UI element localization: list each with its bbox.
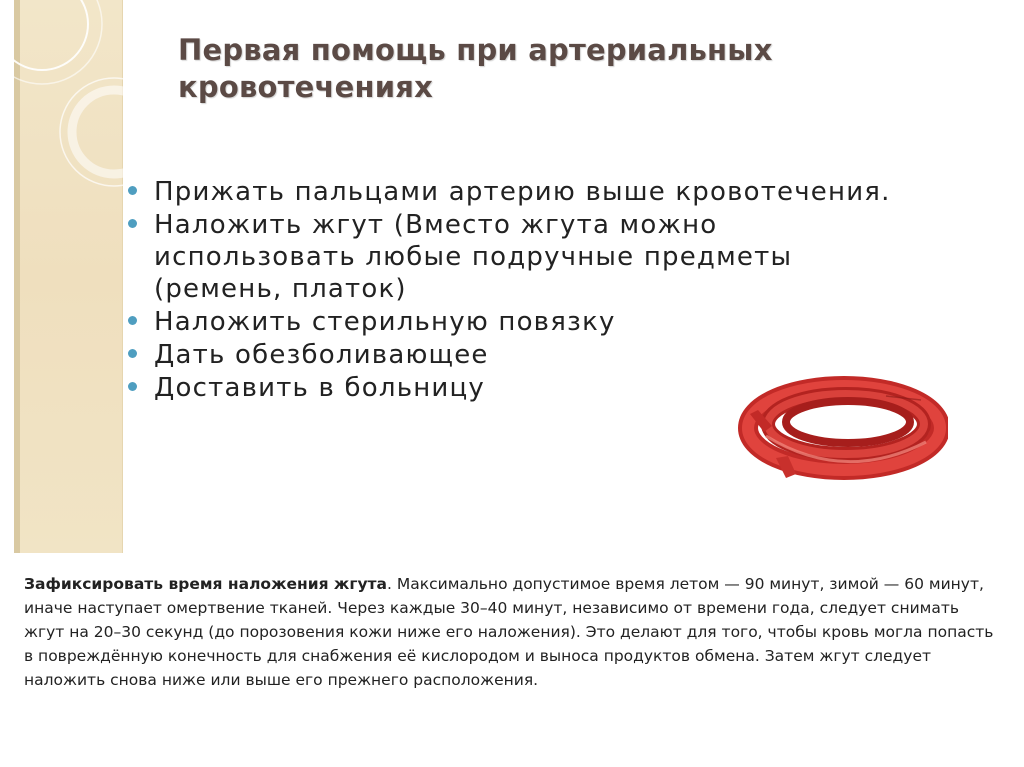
slide-title: Первая помощь при артериальных кровотечениях	[178, 33, 773, 104]
decorative-circles-icon	[14, 0, 174, 190]
bullet-text: Доставить в больницу	[154, 373, 485, 403]
slide	[14, 0, 1020, 553]
tourniquet-icon	[736, 366, 948, 496]
bullet-dot-icon	[128, 349, 137, 358]
caption-body: . Максимально допустимое время летом — 90 минут, зимой — 60 минут, иначе наступает омертвение тканей. Через каждые 30–40 минут, независимо от времени года, следует снимать жгут на 20–30 секунд (до порозовения кожи ниже его наложения). Это делают для того, чтобы кровь могла попасть в повреждённую конечность для снабжения её кислородом и выноса продуктов обмена. Затем жгут следует наложить снова ниже или выше его прежнего расположения.	[24, 575, 994, 689]
bullet-dot-icon	[128, 186, 137, 195]
bullet-text: Наложить стерильную повязку	[154, 307, 616, 337]
list-item	[126, 306, 896, 338]
bullet-text: Дать обезболивающее	[154, 340, 489, 370]
bullet-dot-icon	[128, 382, 137, 391]
list-item	[126, 176, 896, 208]
bullet-text: Наложить жгут (Вместо жгута можно использовать любые подручные предметы (ремень, платок)	[154, 210, 793, 304]
bullet-dot-icon	[128, 219, 137, 228]
list-item	[126, 209, 896, 305]
caption-bold-lead: Зафиксировать время наложения жгута	[24, 575, 388, 593]
caption-text	[24, 572, 1004, 692]
bullet-dot-icon	[128, 316, 137, 325]
bullet-text: Прижать пальцами артерию выше кровотечения.	[154, 177, 891, 207]
